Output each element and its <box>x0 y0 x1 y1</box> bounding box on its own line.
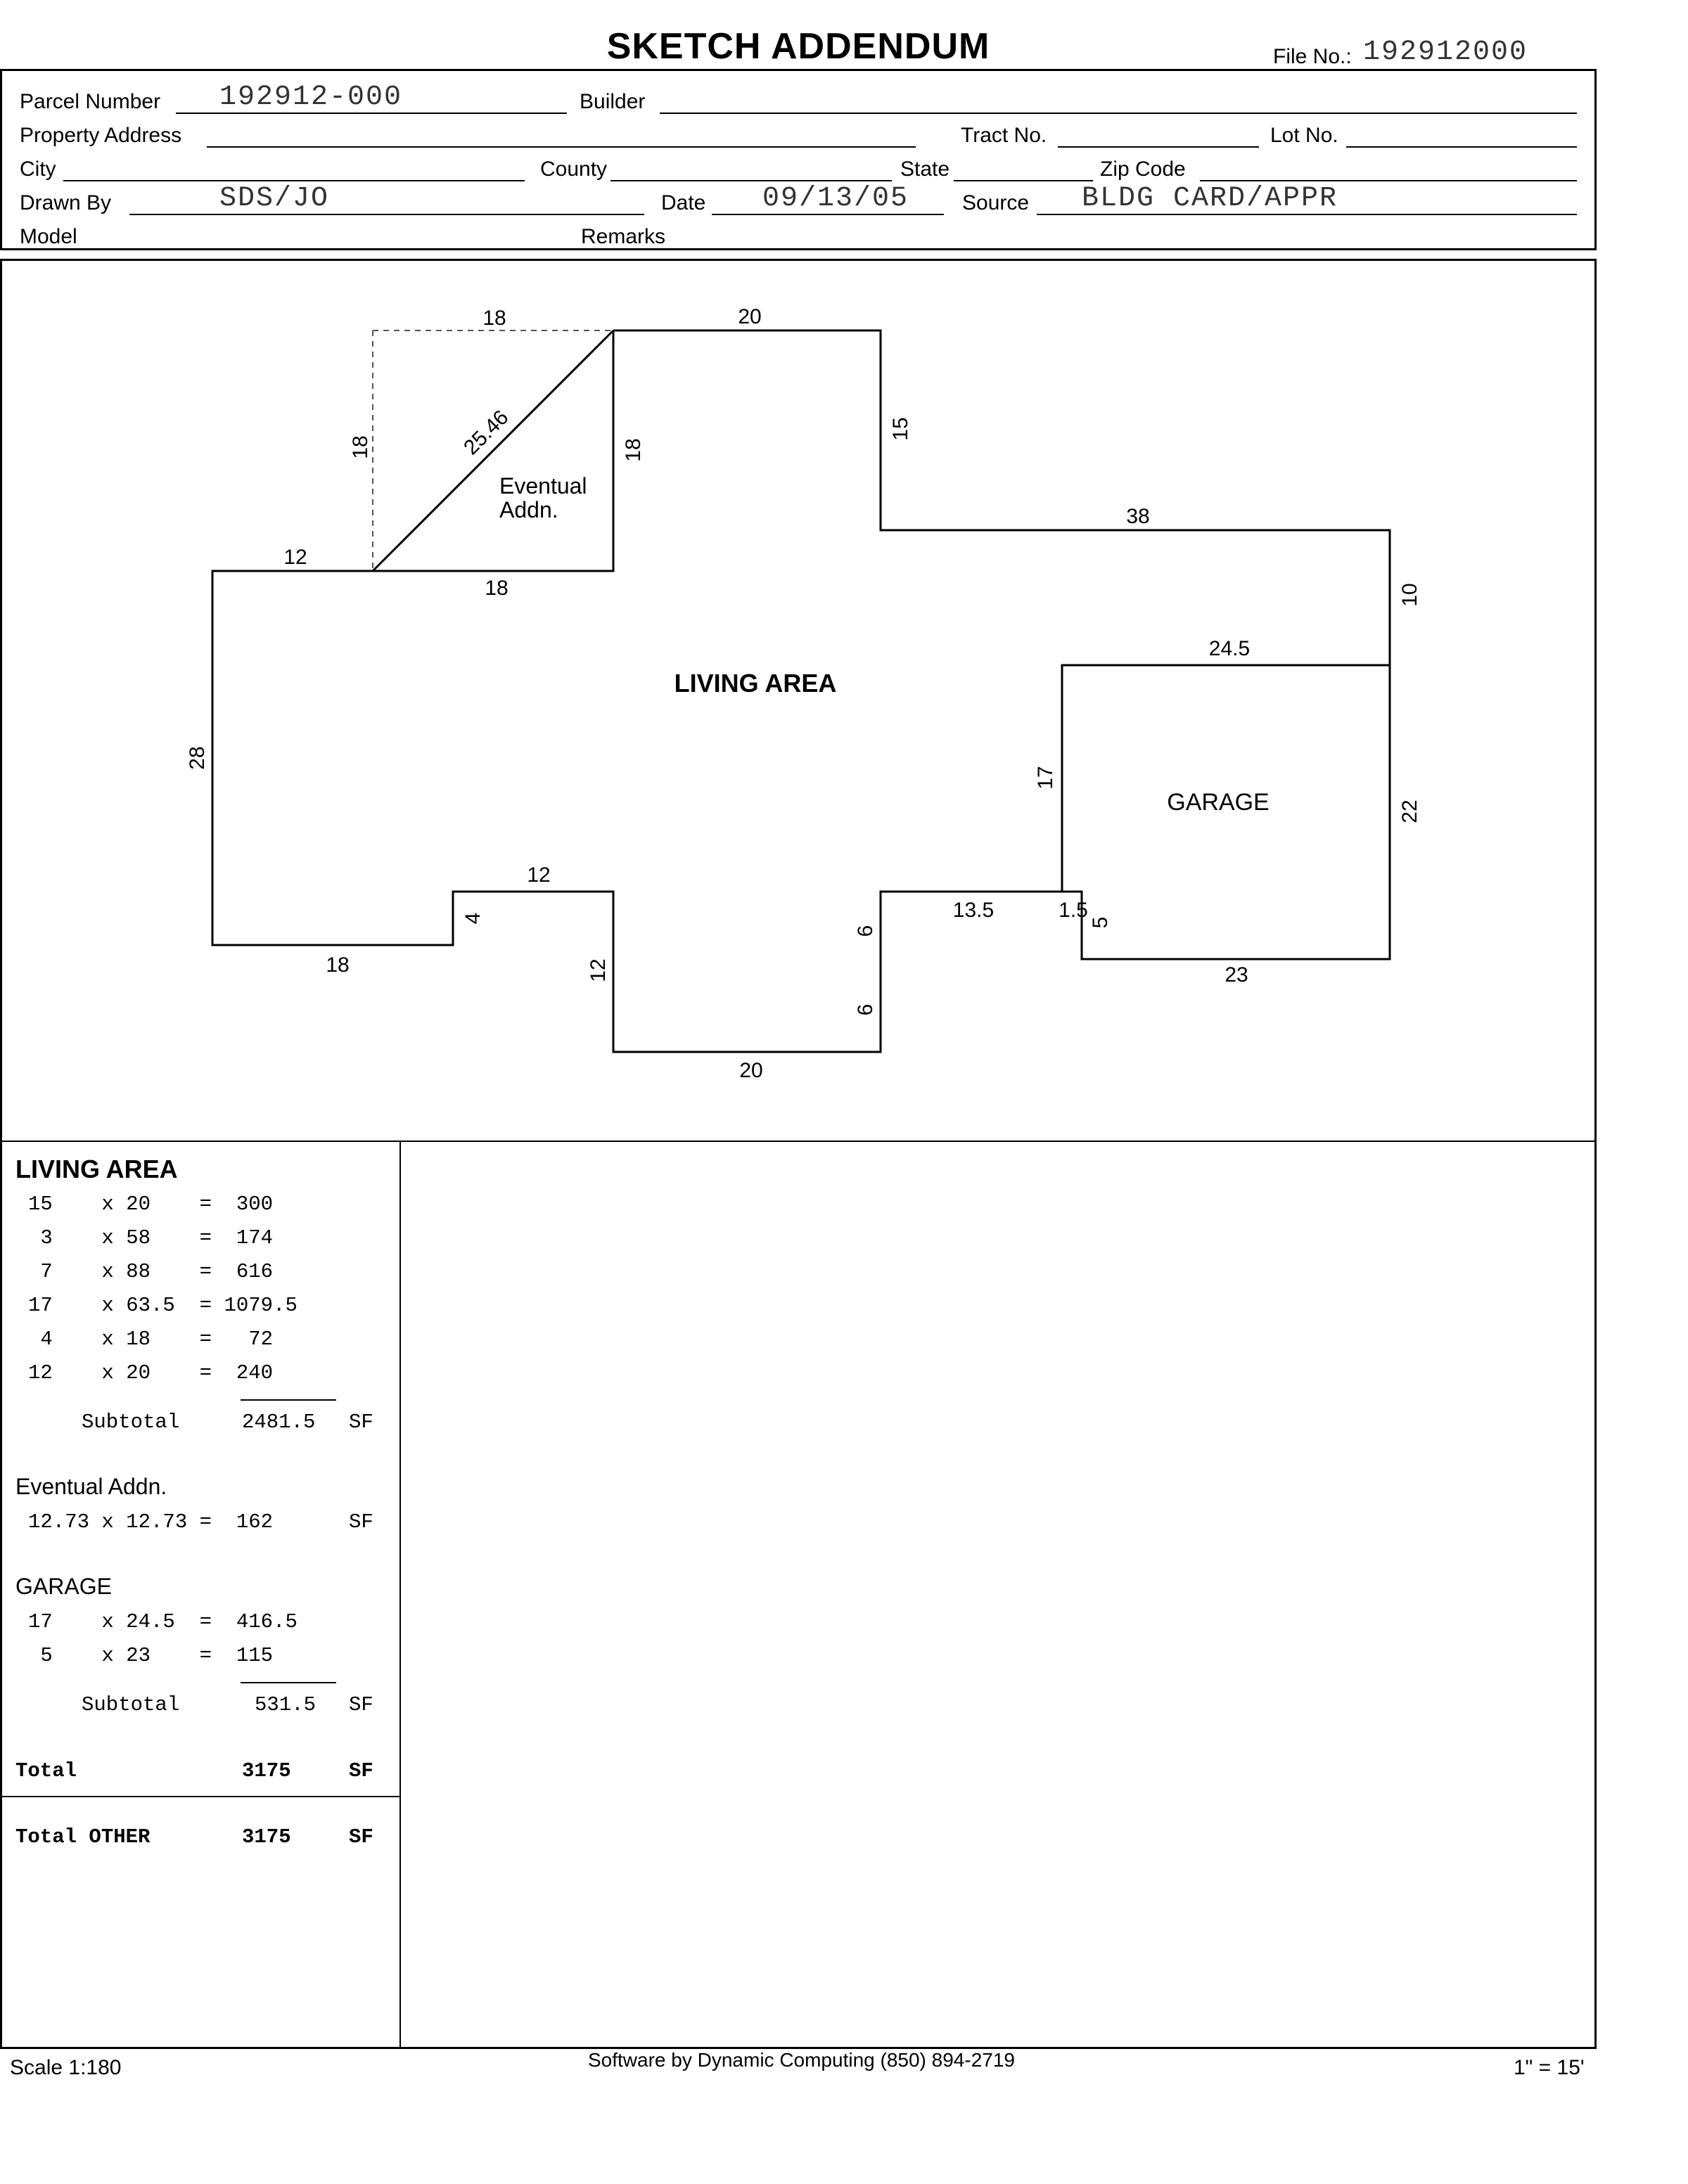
dim-diagonal: 25.46 <box>459 406 513 460</box>
calc-eventual-row: 12.73 x 12.73 = 162 <box>28 1510 274 1534</box>
calc-living-row: 12 x 20 = 240 <box>28 1361 274 1385</box>
calc-living-row: 17 x 63.5 = 1079.5 <box>28 1294 298 1317</box>
sketch-divider <box>0 1141 1597 1142</box>
living-area-label: LIVING AREA <box>674 669 837 698</box>
county-label: County <box>540 158 608 181</box>
dim-ledge-13-5: 13.5 <box>952 899 995 922</box>
dim-ledge-1-5: 1.5 <box>1059 899 1088 922</box>
dim-top-38: 38 <box>1126 505 1150 528</box>
dim-right-10: 10 <box>1398 583 1421 607</box>
dim-right-15: 15 <box>889 417 912 441</box>
file-no-label: File No.: <box>1273 45 1352 68</box>
calc-living-row: 15 x 20 = 300 <box>28 1193 274 1216</box>
calc-total-value: 3175 <box>242 1759 291 1782</box>
calc-eventual-title: Eventual Addn. <box>15 1474 167 1499</box>
calc-total-other-unit: SF <box>349 1825 373 1849</box>
state-label: State <box>900 158 950 181</box>
model-label: Model <box>20 225 77 248</box>
footer-software: Software by Dynamic Computing (850) 894-2719 <box>588 2049 1015 2071</box>
property-address-label: Property Address <box>20 124 182 147</box>
eventual-addn-diagonal <box>373 330 613 571</box>
calc-total-other-value: 3175 <box>242 1825 291 1849</box>
calc-garage-subtotal-rule <box>241 1682 336 1683</box>
city-label: City <box>20 158 56 181</box>
floor-plan-sketch <box>0 0 1597 1139</box>
garage-label: GARAGE <box>1167 789 1270 816</box>
footer-scale: Scale 1:180 <box>10 2056 122 2079</box>
dim-left-dashed: 18 <box>349 435 372 459</box>
source-label: Source <box>962 191 1030 214</box>
footer-ratio: 1" = 15' <box>1514 2056 1585 2079</box>
calc-column-divider <box>399 1141 401 2049</box>
parcel-number-value: 192912-000 <box>219 82 403 113</box>
calc-garage-subtotal-unit: SF <box>349 1693 373 1716</box>
date-value: 09/13/05 <box>762 183 909 214</box>
calc-living-subtotal-value: 2481.5 <box>242 1411 316 1434</box>
total-other-divider <box>0 1796 400 1797</box>
date-label: Date <box>661 191 706 214</box>
calc-garage-row: 17 x 24.5 = 416.5 <box>28 1610 298 1633</box>
dim-top-right: 20 <box>738 305 762 328</box>
calc-total-unit: SF <box>349 1759 373 1782</box>
calc-living-row: 7 x 88 = 616 <box>28 1260 274 1283</box>
zip-code-label: Zip Code <box>1100 158 1186 181</box>
dim-right-22: 22 <box>1398 799 1421 823</box>
source-value: BLDG CARD/APPR <box>1082 183 1338 214</box>
calc-living-title: LIVING AREA <box>15 1155 178 1183</box>
page-title: SKETCH ADDENDUM <box>606 26 990 67</box>
dim-notch-4: 4 <box>461 912 485 925</box>
lot-no-label: Lot No. <box>1270 124 1338 147</box>
drawn-by-value: SDS/JO <box>219 183 330 214</box>
dim-top-dashed: 18 <box>482 307 506 330</box>
builder-label: Builder <box>580 90 646 113</box>
eventual-addn-label-2: Addn. <box>499 497 558 522</box>
calc-garage-row: 5 x 23 = 115 <box>28 1644 274 1667</box>
calc-total-label: Total <box>15 1759 77 1782</box>
dim-step-6b: 6 <box>854 1003 877 1016</box>
calc-eventual-unit: SF <box>349 1510 373 1534</box>
dim-addn-right: 18 <box>622 438 645 462</box>
tract-no-label: Tract No. <box>961 124 1047 147</box>
dim-garage-left: 17 <box>1034 766 1057 790</box>
dim-bottom-18: 18 <box>326 953 350 977</box>
calc-living-subtotal-label: Subtotal <box>82 1411 180 1434</box>
dim-step-6a: 6 <box>854 925 877 937</box>
dim-drop-12: 12 <box>587 958 610 982</box>
calc-garage-title: GARAGE <box>15 1574 112 1599</box>
remarks-label: Remarks <box>581 225 666 248</box>
calc-garage-subtotal-label: Subtotal <box>82 1693 180 1716</box>
dim-garage-top: 24.5 <box>1208 637 1251 660</box>
file-no-value: 192912000 <box>1363 37 1528 68</box>
calc-living-subtotal-unit: SF <box>349 1411 373 1434</box>
dim-addn-bottom: 18 <box>485 577 509 600</box>
dim-notch-12: 12 <box>527 863 551 887</box>
parcel-number-label: Parcel Number <box>20 90 161 113</box>
dim-left-28: 28 <box>186 746 209 770</box>
calc-garage-subtotal-value: 531.5 <box>255 1693 316 1716</box>
drawn-by-label: Drawn By <box>20 191 112 214</box>
dim-bottom-20: 20 <box>739 1059 763 1082</box>
calc-living-subtotal-rule <box>241 1399 336 1401</box>
eventual-addn-label: Eventual <box>499 473 587 499</box>
calc-living-row: 3 x 58 = 174 <box>28 1226 274 1250</box>
calc-total-other-label: Total OTHER <box>15 1825 151 1849</box>
dim-garage-5: 5 <box>1089 916 1112 929</box>
calc-living-row: 4 x 18 = 72 <box>28 1328 274 1351</box>
dim-top-12: 12 <box>283 546 307 569</box>
dim-garage-bottom: 23 <box>1225 963 1248 987</box>
